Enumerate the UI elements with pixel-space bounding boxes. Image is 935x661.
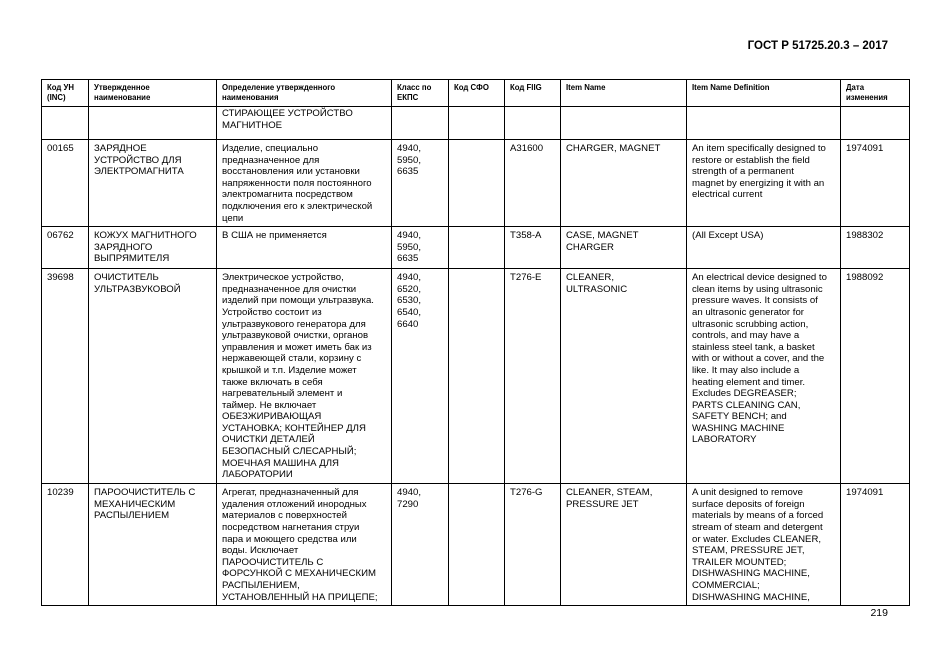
cell-ekps-class: 4940, 5950, 6635 [392, 140, 449, 227]
cell-change-date: 1988092 [841, 269, 910, 484]
column-header-ekps-class: Класс по ЕКПС [392, 80, 449, 107]
cell-item-name: CASE, MAGNET CHARGER [561, 227, 687, 269]
cell-sfo-code [449, 484, 505, 606]
table-row [42, 107, 910, 140]
column-header-inc: Код УН (INC) [42, 80, 89, 107]
cell-item-name-definition [687, 107, 841, 140]
cell-item-name [561, 107, 687, 140]
cell-approved-definition: СТИРАЮЩЕЕ УСТРОЙСТВО МАГНИТНОЕ [217, 107, 392, 140]
cell-item-name-definition: (All Except USA) [687, 227, 841, 269]
catalog-table [41, 79, 910, 606]
cell-approved-definition: В США не применяется [217, 227, 392, 269]
cell-change-date [841, 107, 910, 140]
page-number: 219 [870, 607, 888, 619]
cell-fiig-code: T276-G [505, 484, 561, 606]
cell-approved-name [89, 107, 217, 140]
cell-approved-name: ОЧИСТИТЕЛЬ УЛЬТРАЗВУКОВОЙ [89, 269, 217, 484]
column-header-change-date: Дата изменения [841, 80, 910, 107]
cell-change-date: 1974091 [841, 484, 910, 606]
column-header-approved-name: Утвержденное наименование [89, 80, 217, 107]
cell-ekps-class: 4940, 6520, 6530, 6540, 6640 [392, 269, 449, 484]
cell-fiig-code: A31600 [505, 140, 561, 227]
cell-inc [42, 107, 89, 140]
cell-approved-definition: Агрегат, предназначенный для удаления отложений инородных материалов с поверхностей посредством нагнетания струи пара и моющего средства или воды. Исключает ПАРООЧИСТИТЕЛЬ С ФОРСУНКОЙ С МЕХАНИЧЕСКИМ РАСПЫЛЕНИЕМ, УСТАНОВЛЕННЫЙ НА ПРИЦЕПЕ; [217, 484, 392, 606]
column-header-fiig-code: Код FIIG [505, 80, 561, 107]
column-header-item-name: Item Name [561, 80, 687, 107]
cell-sfo-code [449, 140, 505, 227]
table-row [42, 140, 910, 227]
cell-change-date: 1974091 [841, 140, 910, 227]
cell-sfo-code [449, 107, 505, 140]
column-header-approved-definition: Определение утвержденного наименования [217, 80, 392, 107]
cell-approved-definition: Электрическое устройство, предназначенное для очистки изделий при помощи ультразвука. Устройство состоит из ультразвукового генератора для ультразвуковой очистки, органов управления и может иметь бак из нержавеющей стали, корзину с крышкой и т.п. Изделие может также включать в себя нагревательный элемент и таймер. Не включает ОБЕЗЖИРИВАЮЩАЯ УСТАНОВКА; КОНТЕЙНЕР ДЛЯ ОЧИСТКИ ДЕТАЛЕЙ БЕЗОПАСНЫЙ СЛЕСАРНЫЙ; МОЕЧНАЯ МАШИНА ДЛЯ ЛАБОРАТОРИИ [217, 269, 392, 484]
cell-approved-name: КОЖУХ МАГНИТНОГО ЗАРЯДНОГО ВЫПРЯМИТЕЛЯ [89, 227, 217, 269]
cell-approved-definition: Изделие, специально предназначенное для восстановления или установки напряженности поля постоянного электромагнита посредством подключения его к электрической цепи [217, 140, 392, 227]
cell-fiig-code [505, 107, 561, 140]
cell-inc: 10239 [42, 484, 89, 606]
cell-sfo-code [449, 269, 505, 484]
cell-item-name: CLEANER, ULTRASONIC [561, 269, 687, 484]
cell-ekps-class [392, 107, 449, 140]
cell-item-name-definition: A unit designed to remove surface deposits of foreign materials by means of a forced stream of steam and detergent or water. Excludes CLEANER, STEAM, PRESSURE JET, TRAILER MOUNTED; DISHWASHING MACHINE, COMMERCIAL; DISHWASHING MACHINE, [687, 484, 841, 606]
column-header-item-name-definition: Item Name Definition [687, 80, 841, 107]
cell-ekps-class: 4940, 7290 [392, 484, 449, 606]
table-header-row [42, 80, 910, 107]
cell-fiig-code: T358-A [505, 227, 561, 269]
cell-item-name-definition: An item specifically designed to restore or establish the field strength of a permanent magnet by energizing it with an electrical current [687, 140, 841, 227]
cell-item-name-definition: An electrical device designed to clean items by using ultrasonic pressure waves. It consists of an ultrasonic generator for ultrasonic scrubbing action, controls, and may have a stainless steel tank, a basket with or without a cover, and the like. It may also include a heating element and timer. Excludes DEGREASER; PARTS CLEANING CAN, SAFETY BENCH; and WASHING MACHINE LABORATORY [687, 269, 841, 484]
table-row [42, 227, 910, 269]
document-standard-header: ГОСТ Р 51725.20.3 – 2017 [747, 40, 888, 52]
cell-change-date: 1988302 [841, 227, 910, 269]
cell-sfo-code [449, 227, 505, 269]
cell-inc: 00165 [42, 140, 89, 227]
table-row [42, 269, 910, 484]
cell-item-name: CHARGER, MAGNET [561, 140, 687, 227]
table-row [42, 484, 910, 606]
cell-fiig-code: T276-E [505, 269, 561, 484]
cell-item-name: CLEANER, STEAM, PRESSURE JET [561, 484, 687, 606]
cell-inc: 06762 [42, 227, 89, 269]
cell-approved-name: ПАРООЧИСТИТЕЛЬ С МЕХАНИЧЕСКИМ РАСПЫЛЕНИЕМ [89, 484, 217, 606]
cell-approved-name: ЗАРЯДНОЕ УСТРОЙСТВО ДЛЯ ЭЛЕКТРОМАГНИТА [89, 140, 217, 227]
column-header-sfo-code: Код СФО [449, 80, 505, 107]
cell-inc: 39698 [42, 269, 89, 484]
cell-ekps-class: 4940, 5950, 6635 [392, 227, 449, 269]
